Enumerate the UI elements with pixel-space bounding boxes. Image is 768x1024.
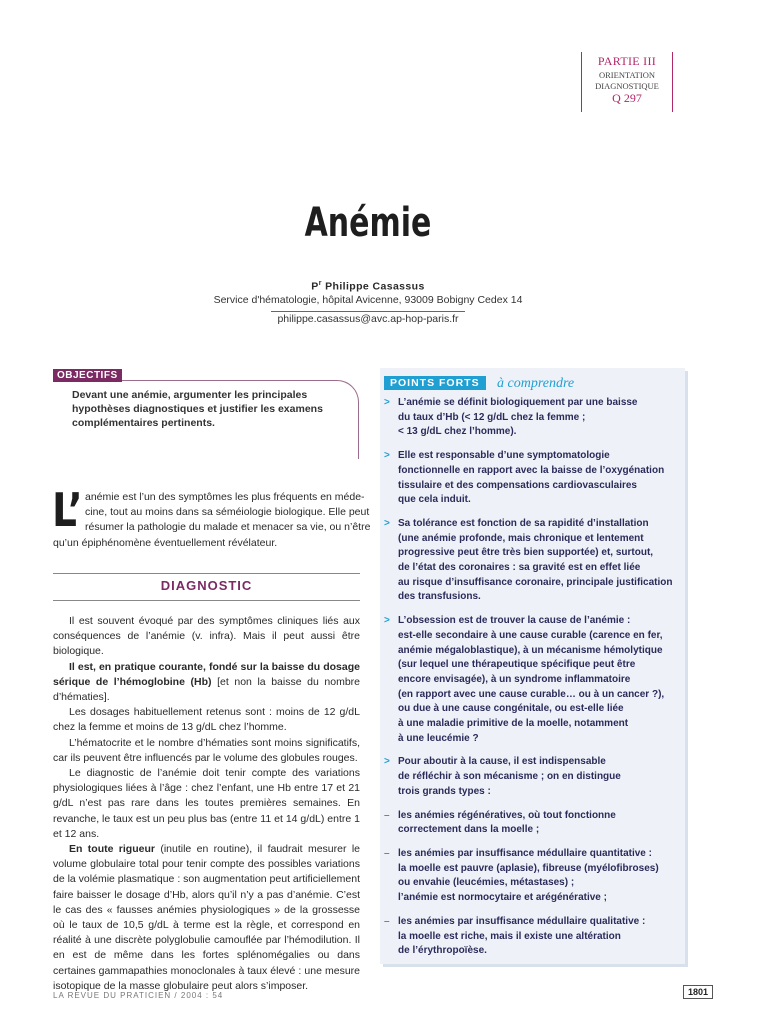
intro-line: anémie est l’un des symptômes les plus fréquents en méde- — [85, 491, 365, 503]
intro-line: qu’un épiphénomène éventuellement révélateur. — [53, 537, 278, 549]
author-prefix: P — [311, 280, 319, 293]
points-forts-line: les anémies par insuffisance médullaire qualitative : — [398, 915, 646, 927]
dash-icon: – — [384, 915, 390, 927]
paragraph: Il est souvent évoqué par des symptômes cliniques liés aux conséquences de l’anémie (v. infra). Mais il peut aussi être biologique. — [53, 615, 360, 658]
part-line1: ORIENTATION — [599, 70, 655, 80]
objectifs-line: Devant une anémie, argumenter les principales — [72, 389, 308, 401]
points-forts-item — [384, 755, 676, 799]
points-forts-line: ou envahie (leucémies, métastases) ; — [398, 877, 575, 889]
chevron-right-icon: > — [384, 615, 390, 627]
points-forts-line: est-elle secondaire à une cause curable (carence en fer, — [398, 629, 663, 641]
points-forts-line: (sur lequel une thérapeutique spécifique peut être — [398, 659, 636, 671]
paragraph-rest: [et non la baisse du nombre d’hématies]. — [53, 675, 360, 704]
points-forts-line: des transfusions. — [398, 591, 481, 603]
points-forts-item — [384, 614, 676, 746]
points-forts-line: de réfléchir à son mécanisme ; on en distingue — [398, 771, 621, 783]
points-forts-line: de l’état des coronaires : sa gravité est en effet liée — [398, 562, 641, 574]
intro-line: cine, tout au moins dans sa séméiologie biologique. Elle peut — [85, 506, 370, 518]
author — [0, 280, 736, 293]
paragraph: Le diagnostic de l’anémie doit tenir compte des variations physiologiques liées à l’âge : chez l’enfant, une Hb entre 17 et 21 g/dL n’est pas rare dans les toutes premières semaines. En revanche, le taux est un peu plus bas (entre 11 et 14 g/dL) entre 1 et 12 ans. — [53, 767, 360, 840]
paragraph: L’hématocrite et le nombre d’hématies sont moins significatifs, car ils peuvent être influencés par le volume des globules rouges. — [53, 736, 360, 764]
section-heading: DIAGNOSTIC — [160, 578, 253, 593]
points-forts-item — [384, 517, 676, 605]
section-rule-top — [53, 573, 360, 574]
points-forts-line: au risque d’insuffisance coronaire, principale justification — [398, 576, 673, 588]
diagnostic-body — [53, 614, 360, 994]
chevron-right-icon: > — [384, 450, 390, 462]
points-forts-line: (une anémie profonde, mais chronique et lentement — [398, 532, 644, 544]
points-forts-subtitle: à comprendre — [497, 376, 575, 391]
points-forts-list — [384, 396, 676, 968]
chevron-right-icon: > — [384, 517, 390, 529]
points-forts-line: Pour aboutir à la cause, il est indispensable — [398, 756, 606, 768]
points-forts-line: du taux d’Hb (< 12 g/dL chez la femme ; — [398, 411, 586, 423]
points-forts-item — [384, 449, 676, 508]
points-forts-line: L’anémie se définit biologiquement par une baisse — [398, 397, 638, 408]
part-label: PARTIE III — [597, 54, 657, 68]
chevron-right-icon: > — [384, 756, 390, 768]
objectifs-line: hypothèses diagnostiques et justifier les examens — [72, 403, 323, 415]
points-forts-line: L’obsession est de trouver la cause de l’anémie : — [398, 615, 631, 627]
dash-icon: – — [384, 809, 390, 821]
dash-icon: – — [384, 847, 390, 859]
article-title: Anémie — [304, 200, 432, 246]
points-forts-line: les anémies par insuffisance médullaire quantitative : — [398, 847, 652, 859]
emphasis: Il est, en pratique courante, fondé sur la baisse du dosage sérique de l’hémoglobine (Hb) — [53, 660, 360, 688]
points-forts-line: correctement dans la moelle ; — [398, 824, 540, 836]
points-forts-line: la moelle est riche, mais il existe une altération — [398, 930, 621, 942]
points-forts-line: tissulaire et des compensations cardiovasculaires — [398, 479, 637, 491]
objectifs-text — [72, 388, 342, 430]
points-forts-line: anémie mégaloblastique), à un mécanisme hémolytique — [398, 644, 663, 656]
points-forts-line: (en rapport avec une cause curable… ou à un cancer ?), — [398, 688, 665, 700]
objectifs-label: OBJECTIFS — [53, 369, 122, 382]
page-number: 1801 — [683, 985, 713, 999]
points-forts-item — [384, 809, 676, 838]
email-line — [0, 313, 736, 325]
emphasis: En toute rigueur — [69, 843, 155, 856]
points-forts-line: fonctionnelle en rapport avec la baisse de l’oxygénation — [398, 464, 665, 476]
points-forts-line: que cela induit. — [398, 494, 471, 506]
points-forts-line: l’anémie est normocytaire et arégénérative ; — [398, 892, 607, 904]
email-link[interactable]: philippe.casassus@avc.ap-hop-paris.fr — [271, 311, 464, 325]
objectifs-line: complémentaires pertinents. — [72, 417, 215, 429]
points-forts-item — [384, 847, 676, 906]
points-forts-line: ou due à une cause congénitale, ou est-elle liée — [398, 703, 624, 715]
paragraph-rest: (inutile en routine), il faudrait mesurer le volume globulaire total pour tenir compte des possibles variations de la volémie plasmatique : son augmentation peut artificiellement faire baisser le dosage d’Hb, alors qu’il n’y a pas d’anémie. C’est le cas des « fausses anémies physiologiques » de la grossesse où le taux de 10,5 g/dL à terme est la règle, et correspond en réalité à une discrète polyglobulie camouflée par l’hémodilution. Il en est de même dans les fortes splénomégalies ou dans certaines gammapathies monoclonales à taux élevé : une mesure isotopique de la masse globulaire peut alors s’imposer. — [53, 843, 361, 992]
paragraph — [53, 842, 360, 994]
points-forts-line: la moelle est pauvre (aplasie), fibreuse (myélofibroses) — [398, 862, 659, 874]
question-number: Q 297 — [612, 91, 642, 105]
paragraph: Les dosages habituellement retenus sont : moins de 12 g/dL chez la femme et moins de 13 g/dL chez l’homme. — [53, 706, 360, 734]
points-forts-line: progressive peut être très bien supportée) et, surtout, — [398, 547, 654, 559]
author-name: Philippe Casassus — [321, 280, 425, 293]
paragraph — [53, 660, 360, 706]
points-forts-line: de l’érythropoïèse. — [398, 945, 487, 957]
author-sup: r — [318, 280, 322, 287]
points-forts-line: encore envisagée), à un syndrome inflammatoire — [398, 673, 631, 685]
journal-footer: LA REVUE DU PRATICIEN / 2004 : 54 — [53, 991, 224, 1000]
points-forts-item — [384, 396, 676, 440]
points-forts-line: à une leucémie ? — [398, 732, 479, 744]
points-forts-line: < 13 g/dL chez l’homme). — [398, 426, 517, 438]
part-line2: DIAGNOSTIQUE — [595, 81, 659, 91]
points-forts-label: POINTS FORTS — [384, 376, 486, 390]
points-forts-line: trois grands types : — [398, 785, 491, 797]
intro-line: résumer la pathologie du malade et menacer sa vie, ou n’être — [85, 521, 371, 533]
points-forts-line: à une maladie primitive de la moelle, notamment — [398, 718, 629, 730]
section-rule-bottom — [53, 600, 360, 601]
chevron-right-icon: > — [384, 397, 390, 408]
points-forts-item — [384, 915, 676, 959]
points-forts-line: Sa tolérance est fonction de sa rapidité d’installation — [398, 517, 649, 529]
points-forts-line: les anémies régénératives, où tout fonctionne — [398, 809, 616, 821]
dropcap: L’ — [52, 483, 83, 537]
affiliation: Service d'hématologie, hôpital Avicenne, 93009 Bobigny Cedex 14 — [213, 294, 523, 306]
points-forts-line: Elle est responsable d’une symptomatologie — [398, 450, 610, 462]
part-header — [581, 52, 673, 112]
